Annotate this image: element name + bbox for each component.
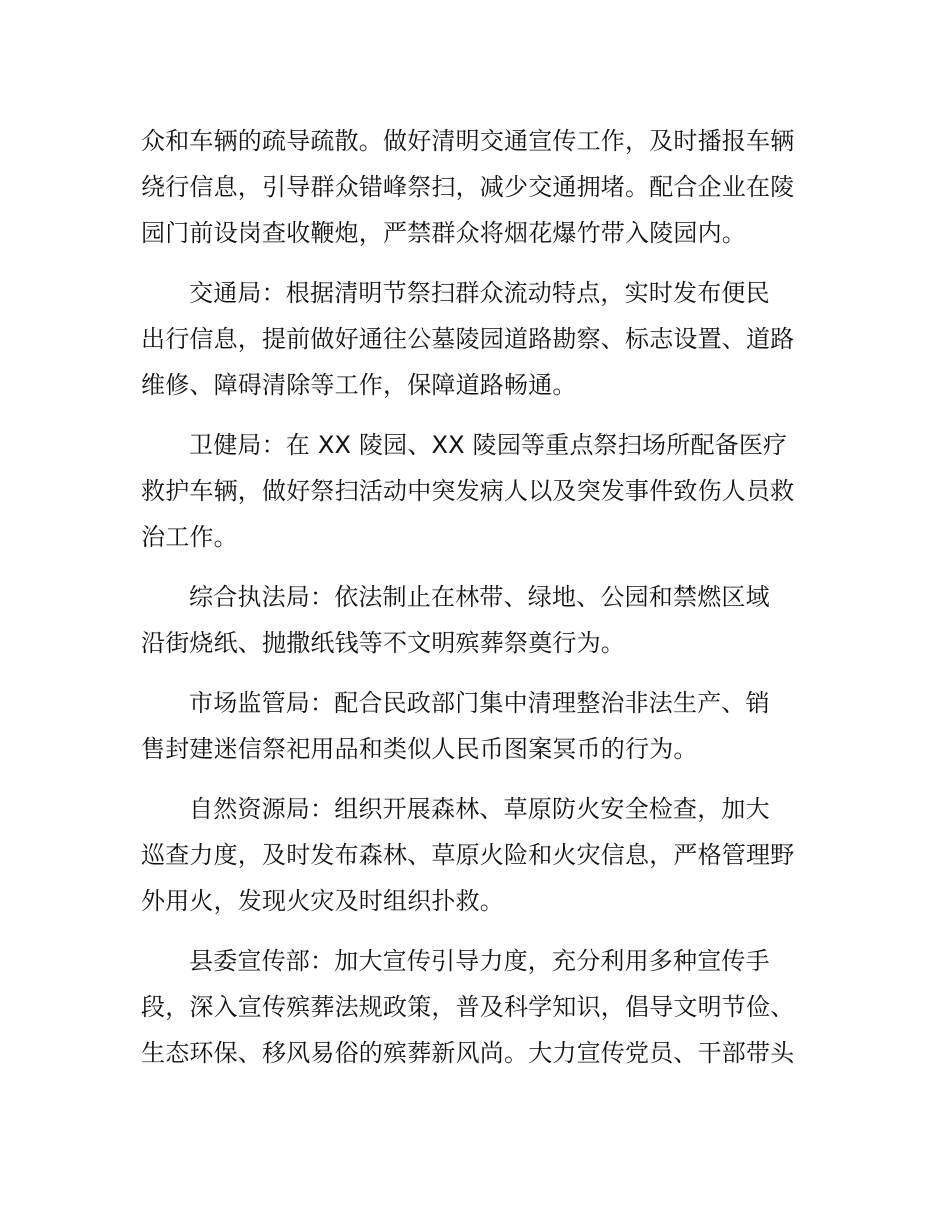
text-line: 售封建迷信祭祀用品和类似人民币图案冥币的行为。 [141, 735, 698, 763]
text-line: 生态环保、移风易俗的殡葬新风尚。大力宣传党员、干部带头 [141, 1039, 795, 1067]
text-line: 沿街烧纸、抛撒纸钱等不文明殡葬祭奠行为。 [141, 629, 625, 657]
text-line: 园门前设岗查收鞭炮，严禁群众将烟花爆竹带入陵园内。 [141, 219, 746, 247]
paragraph-transport-bureau [141, 270, 813, 408]
paragraph-publicity-department [141, 938, 813, 1076]
text-line: 出行信息，提前做好通往公墓陵园道路勘察、标志设置、道路 [141, 325, 795, 353]
text-line: 外用火，发现火灾及时组织扑救。 [141, 887, 504, 915]
text-line: 治工作。 [141, 523, 238, 551]
text-line: 维修、障碍清除等工作，保障道路畅通。 [141, 371, 577, 399]
text-line: 巡查力度，及时发布森林、草原火险和火灾信息，严格管理野 [141, 841, 795, 869]
paragraph-health-bureau [141, 422, 813, 560]
paragraph-law-enforcement-bureau [141, 574, 813, 666]
text-line: 交通局：根据清明节祭扫群众流动特点，实时发布便民 [189, 279, 770, 307]
text-line: 县委宣传部：加大宣传引导力度，充分利用多种宣传手 [189, 947, 770, 975]
text-line: 自然资源局：组织开展森林、草原防火安全检查，加大 [189, 795, 770, 823]
paragraph-natural-resources-bureau [141, 786, 813, 924]
paragraph-market-supervision-bureau [141, 680, 813, 772]
document-body [141, 118, 813, 1090]
text-line: 市场监管局：配合民政部门集中清理整治非法生产、销 [189, 689, 770, 717]
text-line: 卫健局：在 XX 陵园、XX 陵园等重点祭扫场所配备医疗 [189, 431, 788, 459]
text-line: 段，深入宣传殡葬法规政策，普及科学知识，倡导文明节俭、 [141, 993, 795, 1021]
text-line: 救护车辆，做好祭扫活动中突发病人以及突发事件致伤人员救 [141, 477, 795, 505]
text-line: 绕行信息，引导群众错峰祭扫，减少交通拥堵。配合企业在陵 [141, 173, 795, 201]
paragraph-traffic-guidance [141, 118, 813, 256]
text-line: 众和车辆的疏导疏散。做好清明交通宣传工作，及时播报车辆 [141, 127, 795, 155]
text-line: 综合执法局：依法制止在林带、绿地、公园和禁燃区域 [189, 583, 770, 611]
